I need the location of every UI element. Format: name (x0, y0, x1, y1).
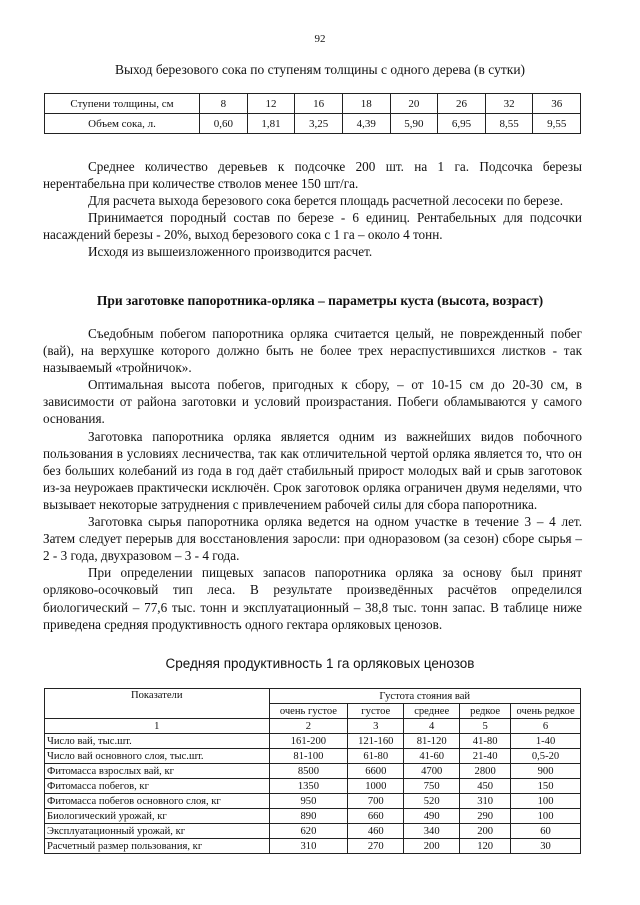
table-cell: 8500 (269, 764, 348, 779)
paragraph: Для расчета выхода березового сока берется площадь расчетной лесосеки по березе. (88, 193, 564, 209)
table-cell: 8 (200, 94, 248, 114)
table-cell: 4,39 (342, 114, 390, 134)
table-row (45, 794, 581, 809)
table-row (45, 809, 581, 824)
fern-text (43, 325, 582, 633)
table-cell: 3,25 (295, 114, 343, 134)
row-label: Эксплуатационный урожай, кг (45, 824, 270, 839)
paragraph: Исходя из вышеизложенного производится расчет. (88, 244, 373, 260)
table-cell: 150 (511, 779, 581, 794)
row-label: Биологический урожай, кг (45, 809, 270, 824)
paragraph: Среднее количество деревьев к подсочке 200 шт. на 1 га. Подсочка березы нерентабельна при количестве стволов менее 150 шт/га. (43, 159, 582, 192)
table-cell: 200 (460, 824, 511, 839)
table-cell: 30 (511, 839, 581, 854)
page-number: 92 (314, 33, 326, 45)
table-cell: 900 (511, 764, 581, 779)
paragraph: Оптимальная высота побегов, пригодных к сбору, – от 10-15 см до 20-30 см, в зависимости от района заготовки и условий произрастания. Побеги обламываются у самого основания. (43, 377, 582, 427)
column-header: редкое (460, 704, 511, 719)
sap-yield-table (44, 93, 581, 134)
column-number: 1 (45, 719, 270, 734)
table-cell: 81-100 (269, 749, 348, 764)
table-cell: 60 (511, 824, 581, 839)
table-row (45, 749, 581, 764)
table-cell: 0,60 (200, 114, 248, 134)
density-group-header: Густота стояния вай (269, 689, 581, 704)
table-cell: 700 (348, 794, 404, 809)
table-cell: 340 (404, 824, 460, 839)
column-header: густое (348, 704, 404, 719)
table2-title: Средняя продуктивность 1 га орляковых ценозов (165, 656, 475, 671)
table-cell: 1-40 (511, 734, 581, 749)
table-cell: 450 (460, 779, 511, 794)
table-cell: 490 (404, 809, 460, 824)
row-label: Фитомасса взрослых вай, кг (45, 764, 270, 779)
row-label: Фитомасса побегов основного слоя, кг (45, 794, 270, 809)
table-cell: 100 (511, 794, 581, 809)
row-label: Число вай основного слоя, тыс.шт. (45, 749, 270, 764)
table1-title: Выход березового сока по ступеням толщины с одного дерева (в сутки) (114, 62, 526, 77)
table-cell: 8,55 (485, 114, 533, 134)
table-cell: 61-80 (348, 749, 404, 764)
table-cell: 20 (390, 94, 438, 114)
table-cell: 620 (269, 824, 348, 839)
table-cell: 460 (348, 824, 404, 839)
table-cell: 310 (269, 839, 348, 854)
table-cell: 4700 (404, 764, 460, 779)
row-label: Расчетный размер пользования, кг (45, 839, 270, 854)
table-row (45, 824, 581, 839)
table-cell: 950 (269, 794, 348, 809)
table-cell: 161-200 (269, 734, 348, 749)
table-cell: 121-160 (348, 734, 404, 749)
column-header: очень редкое (511, 704, 581, 719)
table-cell: 120 (460, 839, 511, 854)
birch-sap-text (43, 158, 582, 261)
table-cell: 290 (460, 809, 511, 824)
table-cell: 12 (247, 94, 295, 114)
table-cell: 2800 (460, 764, 511, 779)
column-number: 6 (511, 719, 581, 734)
table-cell: 81-120 (404, 734, 460, 749)
table-row (45, 779, 581, 794)
table-cell: 41-80 (460, 734, 511, 749)
table-cell: 310 (460, 794, 511, 809)
column-number: 2 (269, 719, 348, 734)
table-cell: 100 (511, 809, 581, 824)
row-label: Ступени толщины, см (45, 94, 200, 114)
table-cell: 660 (348, 809, 404, 824)
paragraph: Заготовка папоротника орляка является одним из важнейших видов побочного пользования в условиях лесничества, так как отличительной чертой орляка является то, что он без больших колебаний из года в год даёт стабильный прирост молодых вай и срыв заготовок из-за неурожаев практически исключён. Срок заготовок орляка ограничен двумя неделями, что вызывает некоторые затруднения с привлечением рабочей силы для сбора папоротника. (43, 428, 582, 512)
table-cell: 21-40 (460, 749, 511, 764)
table-row (45, 839, 581, 854)
table-cell: 890 (269, 809, 348, 824)
row-label: Объем сока, л. (45, 114, 200, 134)
paragraph: Заготовка сырья папоротника орляка ведется на одном участке в течение 3 – 4 лет. Затем следует перерыв для восстановления заросли: при одноразовом (за сезон) сборе сырья – 2 - 3 года, двухразовом – 3 - 4 года. (43, 514, 582, 564)
column-header: очень густое (269, 704, 348, 719)
column-number: 5 (460, 719, 511, 734)
section-heading: При заготовке папоротника-орляка – параметры куста (высота, возраст) (96, 293, 544, 308)
table-cell: 6600 (348, 764, 404, 779)
table-cell: 6,95 (438, 114, 486, 134)
table-cell: 41-60 (404, 749, 460, 764)
table-row (45, 94, 581, 114)
table-cell: 5,90 (390, 114, 438, 134)
table-cell: 520 (404, 794, 460, 809)
row-label: Фитомасса побегов, кг (45, 779, 270, 794)
table-row (45, 734, 581, 749)
table-cell: 32 (485, 94, 533, 114)
paragraph: Принимается породный состав по березе - 6 единиц. Рентабельных для подсочки насаждений березы - 20%, выход березового сока с 1 га – около 4 тонн. (43, 210, 582, 243)
table-cell: 36 (533, 94, 581, 114)
table-cell: 26 (438, 94, 486, 114)
paragraph: Съедобным побегом папоротника орляка считается целый, не поврежденный побег (вай), на верхушке которого должно быть не более трех нераспустившихся листков - так называемый «тройничок». (43, 326, 582, 376)
table-cell: 0,5-20 (511, 749, 581, 764)
table-cell: 1,81 (247, 114, 295, 134)
row-label: Число вай, тыс.шт. (45, 734, 270, 749)
table-cell: 16 (295, 94, 343, 114)
table-cell: 18 (342, 94, 390, 114)
table-cell: 750 (404, 779, 460, 794)
indicator-header: Показатели (45, 689, 270, 719)
table-cell: 200 (404, 839, 460, 854)
table-cell: 270 (348, 839, 404, 854)
table-cell: 1000 (348, 779, 404, 794)
paragraph: При определении пищевых запасов папоротника орляка за основу был принят орляково-осочковый тип леса. В результате произведённых расчётов определился биологический – 77,6 тыс. тонн и эксплуатационный – 38,8 тыс. тонн запас. В таблице ниже приведена средняя продуктивность одного гектара орляковых ценозов. (43, 565, 582, 632)
table-row (45, 764, 581, 779)
productivity-table (44, 688, 581, 854)
column-number: 4 (404, 719, 460, 734)
column-header: среднее (404, 704, 460, 719)
table-cell: 1350 (269, 779, 348, 794)
column-number: 3 (348, 719, 404, 734)
table-cell: 9,55 (533, 114, 581, 134)
table-row (45, 114, 581, 134)
